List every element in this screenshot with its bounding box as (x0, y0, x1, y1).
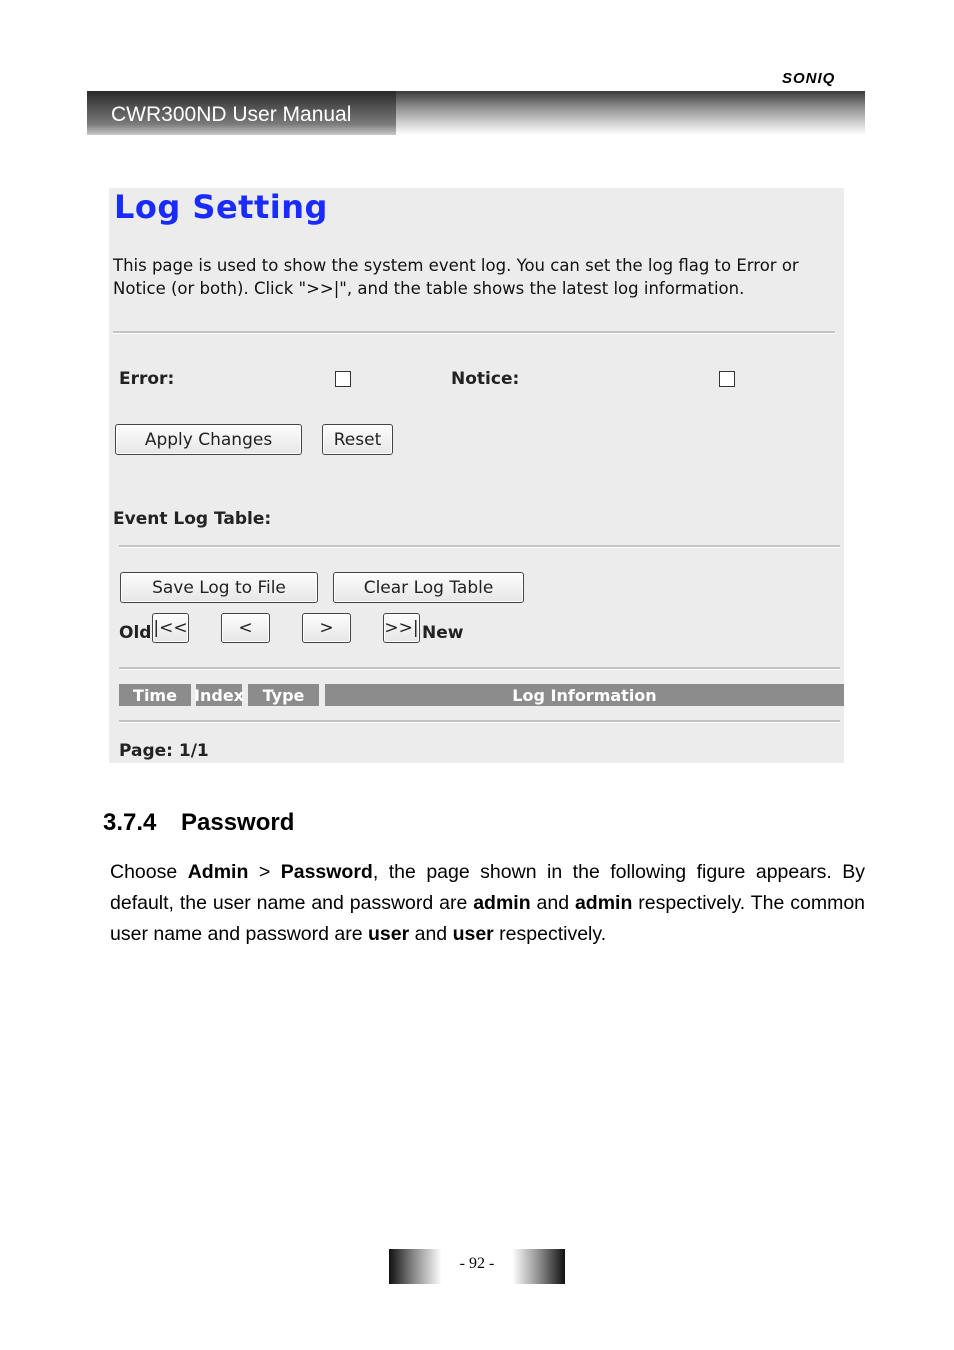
table-header-time: Time (119, 684, 191, 706)
body-paragraph (110, 857, 865, 950)
save-log-button[interactable]: Save Log to File (120, 572, 318, 603)
section-number: 3.7.4 (103, 809, 157, 836)
log-setting-screenshot (109, 188, 844, 763)
table-header-log-information: Log Information (325, 684, 844, 706)
page-indicator: Page: 1/1 (119, 741, 209, 761)
error-label: Error: (119, 369, 175, 389)
event-log-label: Event Log Table: (113, 509, 272, 529)
text-run: and (530, 892, 575, 914)
page-number: - 92 - (459, 1255, 495, 1272)
notice-label: Notice: (451, 369, 520, 389)
page-description: This page is used to show the system event log. You can set the log flag to Error or Notice (or both). Click ">>|", and the table shows the latest log information. (113, 256, 799, 298)
last-page-button[interactable]: >>| (383, 613, 420, 643)
new-label: New (422, 623, 464, 643)
table-header-type: Type (248, 684, 319, 706)
text-bold: user (452, 923, 494, 945)
text-run: respectively. The common user name and password are (110, 892, 866, 945)
notice-checkbox[interactable] (719, 371, 735, 387)
text-run: , the page shown in the following figure appears. By default, the user name and password are (110, 861, 865, 914)
next-page-button[interactable]: > (302, 613, 351, 643)
divider (113, 331, 835, 334)
first-page-button[interactable]: |<< (152, 613, 189, 643)
clear-log-button[interactable]: Clear Log Table (333, 572, 524, 603)
text-bold: user (367, 923, 410, 945)
manual-title: CWR300ND User Manual (111, 103, 352, 126)
text-run: respectively. (493, 923, 607, 945)
text-run: and (409, 923, 453, 945)
text-bold: Admin (187, 861, 249, 883)
divider (119, 545, 840, 548)
reset-button[interactable]: Reset (322, 424, 393, 455)
error-checkbox[interactable] (335, 371, 351, 387)
text-run: Choose (110, 861, 188, 883)
text-bold: Password (280, 861, 373, 883)
text-bold: admin (473, 892, 531, 914)
text-bold: admin (574, 892, 633, 914)
brand-logo: SONIQ (782, 70, 836, 87)
section-title: Password (181, 809, 295, 836)
table-header-index: Index (194, 685, 244, 705)
apply-changes-button[interactable]: Apply Changes (115, 424, 302, 455)
old-label: Old (119, 623, 152, 643)
page-title: Log Setting (114, 188, 328, 226)
text-run: > (248, 861, 281, 883)
prev-page-button[interactable]: < (221, 613, 270, 643)
divider (119, 720, 840, 723)
divider (119, 667, 840, 670)
